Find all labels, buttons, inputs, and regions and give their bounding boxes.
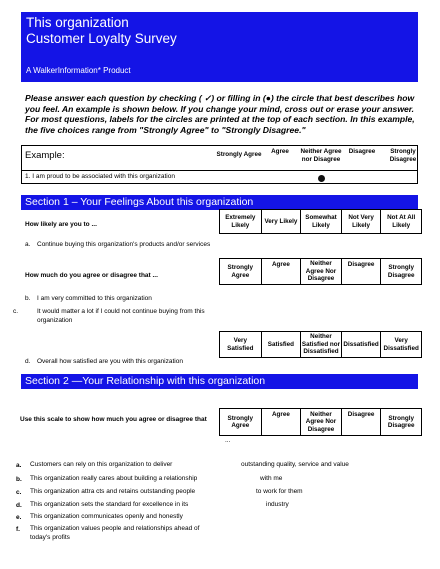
item-1d: d. Overall how satisfied are you with this organization: [25, 358, 183, 365]
example-label: Example:: [25, 150, 65, 161]
item-2f: This organization values people and relationships ahead of today's profits: [30, 525, 200, 541]
satisfaction-scale: [219, 331, 422, 358]
item-2a-key: a.: [16, 462, 22, 469]
survey-header: [21, 12, 418, 82]
example-header-strongly-agree: Strongly Agree: [216, 151, 262, 158]
scale-neither-satisfied: Neither Satisfied nor Dissatisfied: [301, 333, 341, 356]
scale-strongly-disagree: Strongly Disagree: [380, 259, 421, 284]
item-2b-cont: with me: [260, 475, 283, 482]
scale-disagree: Disagree: [341, 259, 381, 284]
scale-very-likely: Very Likely: [261, 210, 301, 233]
example-filled-circle: [318, 175, 325, 182]
item-2c-cont: to work for them: [256, 488, 303, 495]
section-1-header: Section 1 – Your Feelings About this organization: [21, 195, 418, 210]
agreement-scale-2: [219, 408, 422, 436]
product-line: A WalkerInformation* Product: [26, 66, 131, 75]
survey-title: Customer Loyalty Survey: [26, 31, 177, 46]
likelihood-scale: [219, 209, 422, 234]
item-2a-cont: outstanding quality, service and value: [241, 461, 349, 468]
scale2-agree: Agree: [261, 409, 301, 435]
scale-not-very-likely: Not Very Likely: [341, 210, 381, 233]
item-2c-key: c.: [16, 489, 22, 496]
item-2b-key: b.: [16, 476, 22, 483]
item-2a: Customers can rely on this organization to deliver: [30, 461, 173, 468]
question-agree-disagree: How much do you agree or disagree that ...: [25, 272, 158, 279]
item-2c: This organization attra cts and retains outstanding people: [30, 488, 196, 495]
ellipsis: ...: [225, 437, 231, 444]
item-1b: b. I am very committed to this organization: [25, 295, 152, 302]
scale-extremely-likely: Extremely Likely: [225, 214, 256, 229]
instructions: Please answer each question by checking ( ✓) or filling in (●) the circle that best describes how you feel. An example is shown below. If you change your mind, cross out or erase your answer. For most questions, labels for the circles are printed at the top of each section. In this example, the five choices range from "Strongly Agree" to "Strongly Disagree.": [25, 93, 415, 135]
item-2f-key: f.: [16, 526, 20, 533]
scale-satisfied: Satisfied: [261, 332, 301, 357]
example-header-strongly-disagree: Strongly Disagree: [389, 148, 417, 163]
scale-very-dissatisfied: Very Dissatisfied: [380, 332, 421, 357]
example-item: 1. I am proud to be associated with this organization: [25, 173, 175, 180]
example-divider: [21, 170, 418, 171]
scale-strongly-agree: Strongly Agree: [227, 264, 254, 279]
section-2-header: Section 2 —Your Relationship with this organization: [21, 374, 418, 389]
scale2-disagree: Disagree: [341, 409, 381, 435]
item-1c: c. It would matter a lot if I could not continue buying from this organization: [13, 308, 205, 324]
scale-instruction: Use this scale to show how much you agree or disagree that: [20, 416, 207, 423]
item-2d: This organization sets the standard for excellence in its: [30, 501, 189, 508]
item-2e-key: e.: [16, 514, 22, 521]
item-2d-cont: industry: [266, 501, 289, 508]
scale-very-satisfied: Very Satisfied: [227, 337, 254, 352]
scale2-strongly-disagree: Strongly Disagree: [380, 409, 421, 435]
scale-dissatisfied: Dissatisfied: [341, 332, 381, 357]
org-title: This organization: [26, 15, 129, 30]
scale2-strongly-agree: Strongly Agree: [227, 414, 254, 429]
scale-not-at-all-likely: Not At All Likely: [380, 210, 421, 233]
scale-agree: Agree: [261, 259, 301, 284]
item-2d-key: d.: [16, 502, 22, 509]
question-how-likely: How likely are you to ...: [25, 221, 97, 228]
scale2-neither: Neither Agree Nor Disagree: [300, 409, 341, 435]
agreement-scale-1: [219, 258, 422, 285]
item-2e: This organization communicates openly and honestly: [30, 513, 183, 520]
example-header-agree: Agree: [271, 148, 289, 155]
example-header-neither: Neither Agree nor Disagree: [300, 148, 342, 163]
item-1a: a. Continue buying this organization's products and/or services: [25, 241, 211, 248]
item-2b: This organization really cares about building a relationship: [30, 475, 198, 482]
scale-somewhat-likely: Somewhat Likely: [300, 210, 341, 233]
example-header-disagree: Disagree: [348, 148, 376, 155]
scale-neither: Neither Agree Nor Disagree: [300, 259, 341, 284]
